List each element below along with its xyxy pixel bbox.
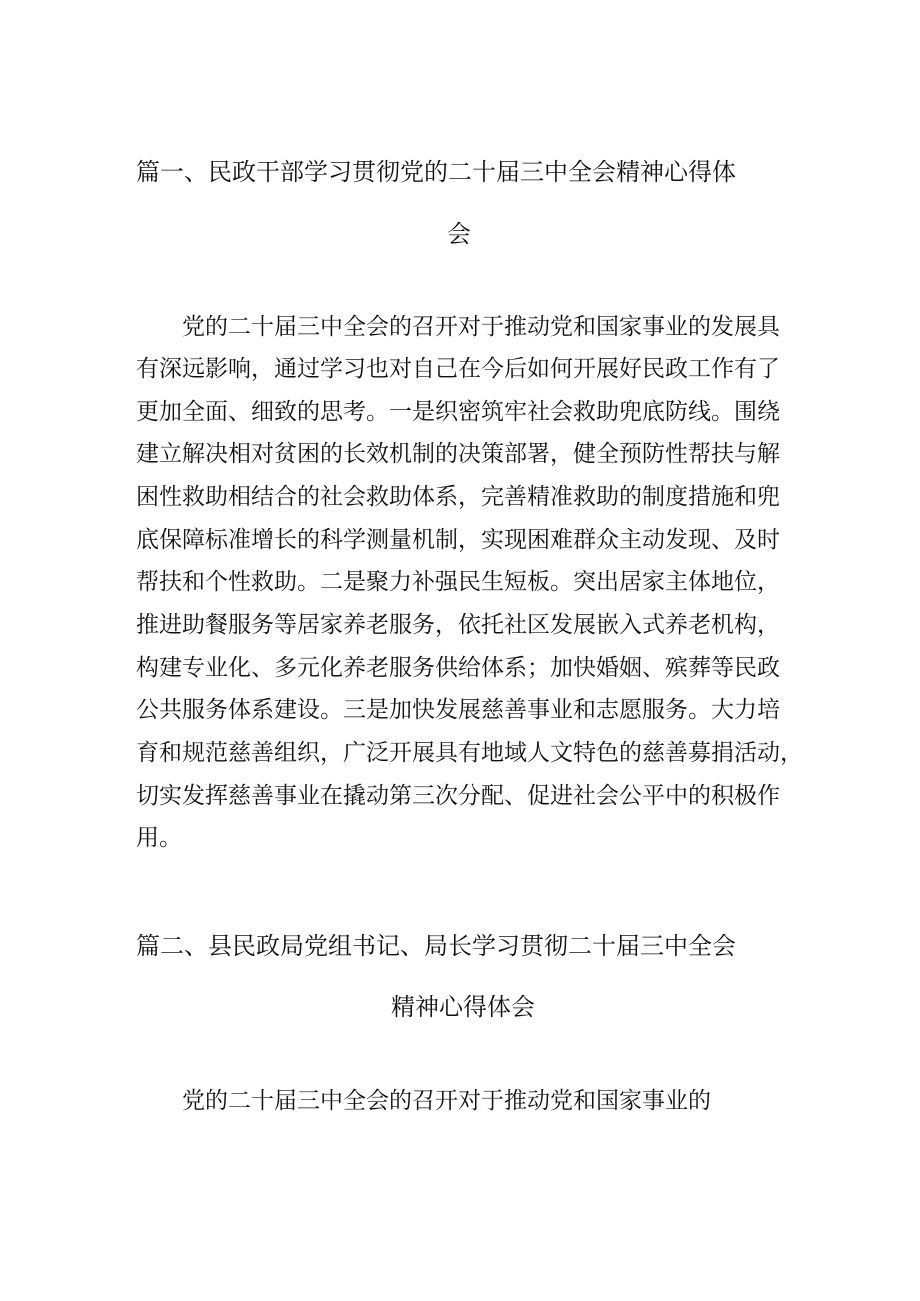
paragraph-line: 建立解决相对贫困的长效机制的决策部署，健全预防性帮扶与解 xyxy=(136,441,780,467)
paragraph-line: 推进助餐服务等居家养老服务，依托社区发展嵌入式养老机构， xyxy=(136,612,780,638)
section-1-title-line-1: 篇一、民政干部学习贯彻党的二十届三中全会精神心得体 xyxy=(136,158,736,186)
paragraph-line: 党的二十届三中全会的召开对于推动党和国家事业的 xyxy=(182,1088,711,1114)
paragraph-line: 困性救助相结合的社会救助体系，完善精准救助的制度措施和兜 xyxy=(136,484,780,510)
paragraph-line: 底保障标准增长的科学测量机制，实现困难群众主动发现、及时 xyxy=(136,527,780,553)
paragraph-line: 公共服务体系建设。三是加快发展慈善事业和志愿服务。大力培 xyxy=(136,697,780,723)
section-2-title-line-1: 篇二、县民政局党组书记、局长学习贯彻二十届三中全会 xyxy=(136,932,736,960)
paragraph-line: 用。 xyxy=(136,825,182,851)
section-1-title-line-2: 会 xyxy=(447,220,471,248)
paragraph-line: 切实发挥慈善事业在撬动第三次分配、促进社会公平中的积极作 xyxy=(136,783,780,809)
paragraph-line: 党的二十届三中全会的召开对于推动党和国家事业的发展具 xyxy=(182,314,780,340)
paragraph-line: 有深远影响，通过学习也对自己在今后如何开展好民政工作有了 xyxy=(136,356,780,382)
paragraph-line: 帮扶和个性救助。二是聚力补强民生短板。突出居家主体地位， xyxy=(136,569,780,595)
paragraph-line: 构建专业化、多元化养老服务供给体系；加快婚姻、殡葬等民政 xyxy=(136,655,780,681)
paragraph-line: 更加全面、细致的思考。一是织密筑牢社会救助兜底防线。围绕 xyxy=(136,399,780,425)
paragraph-line: 育和规范慈善组织，广泛开展具有地域人文特色的慈善募捐活动， xyxy=(136,740,803,766)
section-2-title-line-2: 精神心得体会 xyxy=(391,993,535,1021)
